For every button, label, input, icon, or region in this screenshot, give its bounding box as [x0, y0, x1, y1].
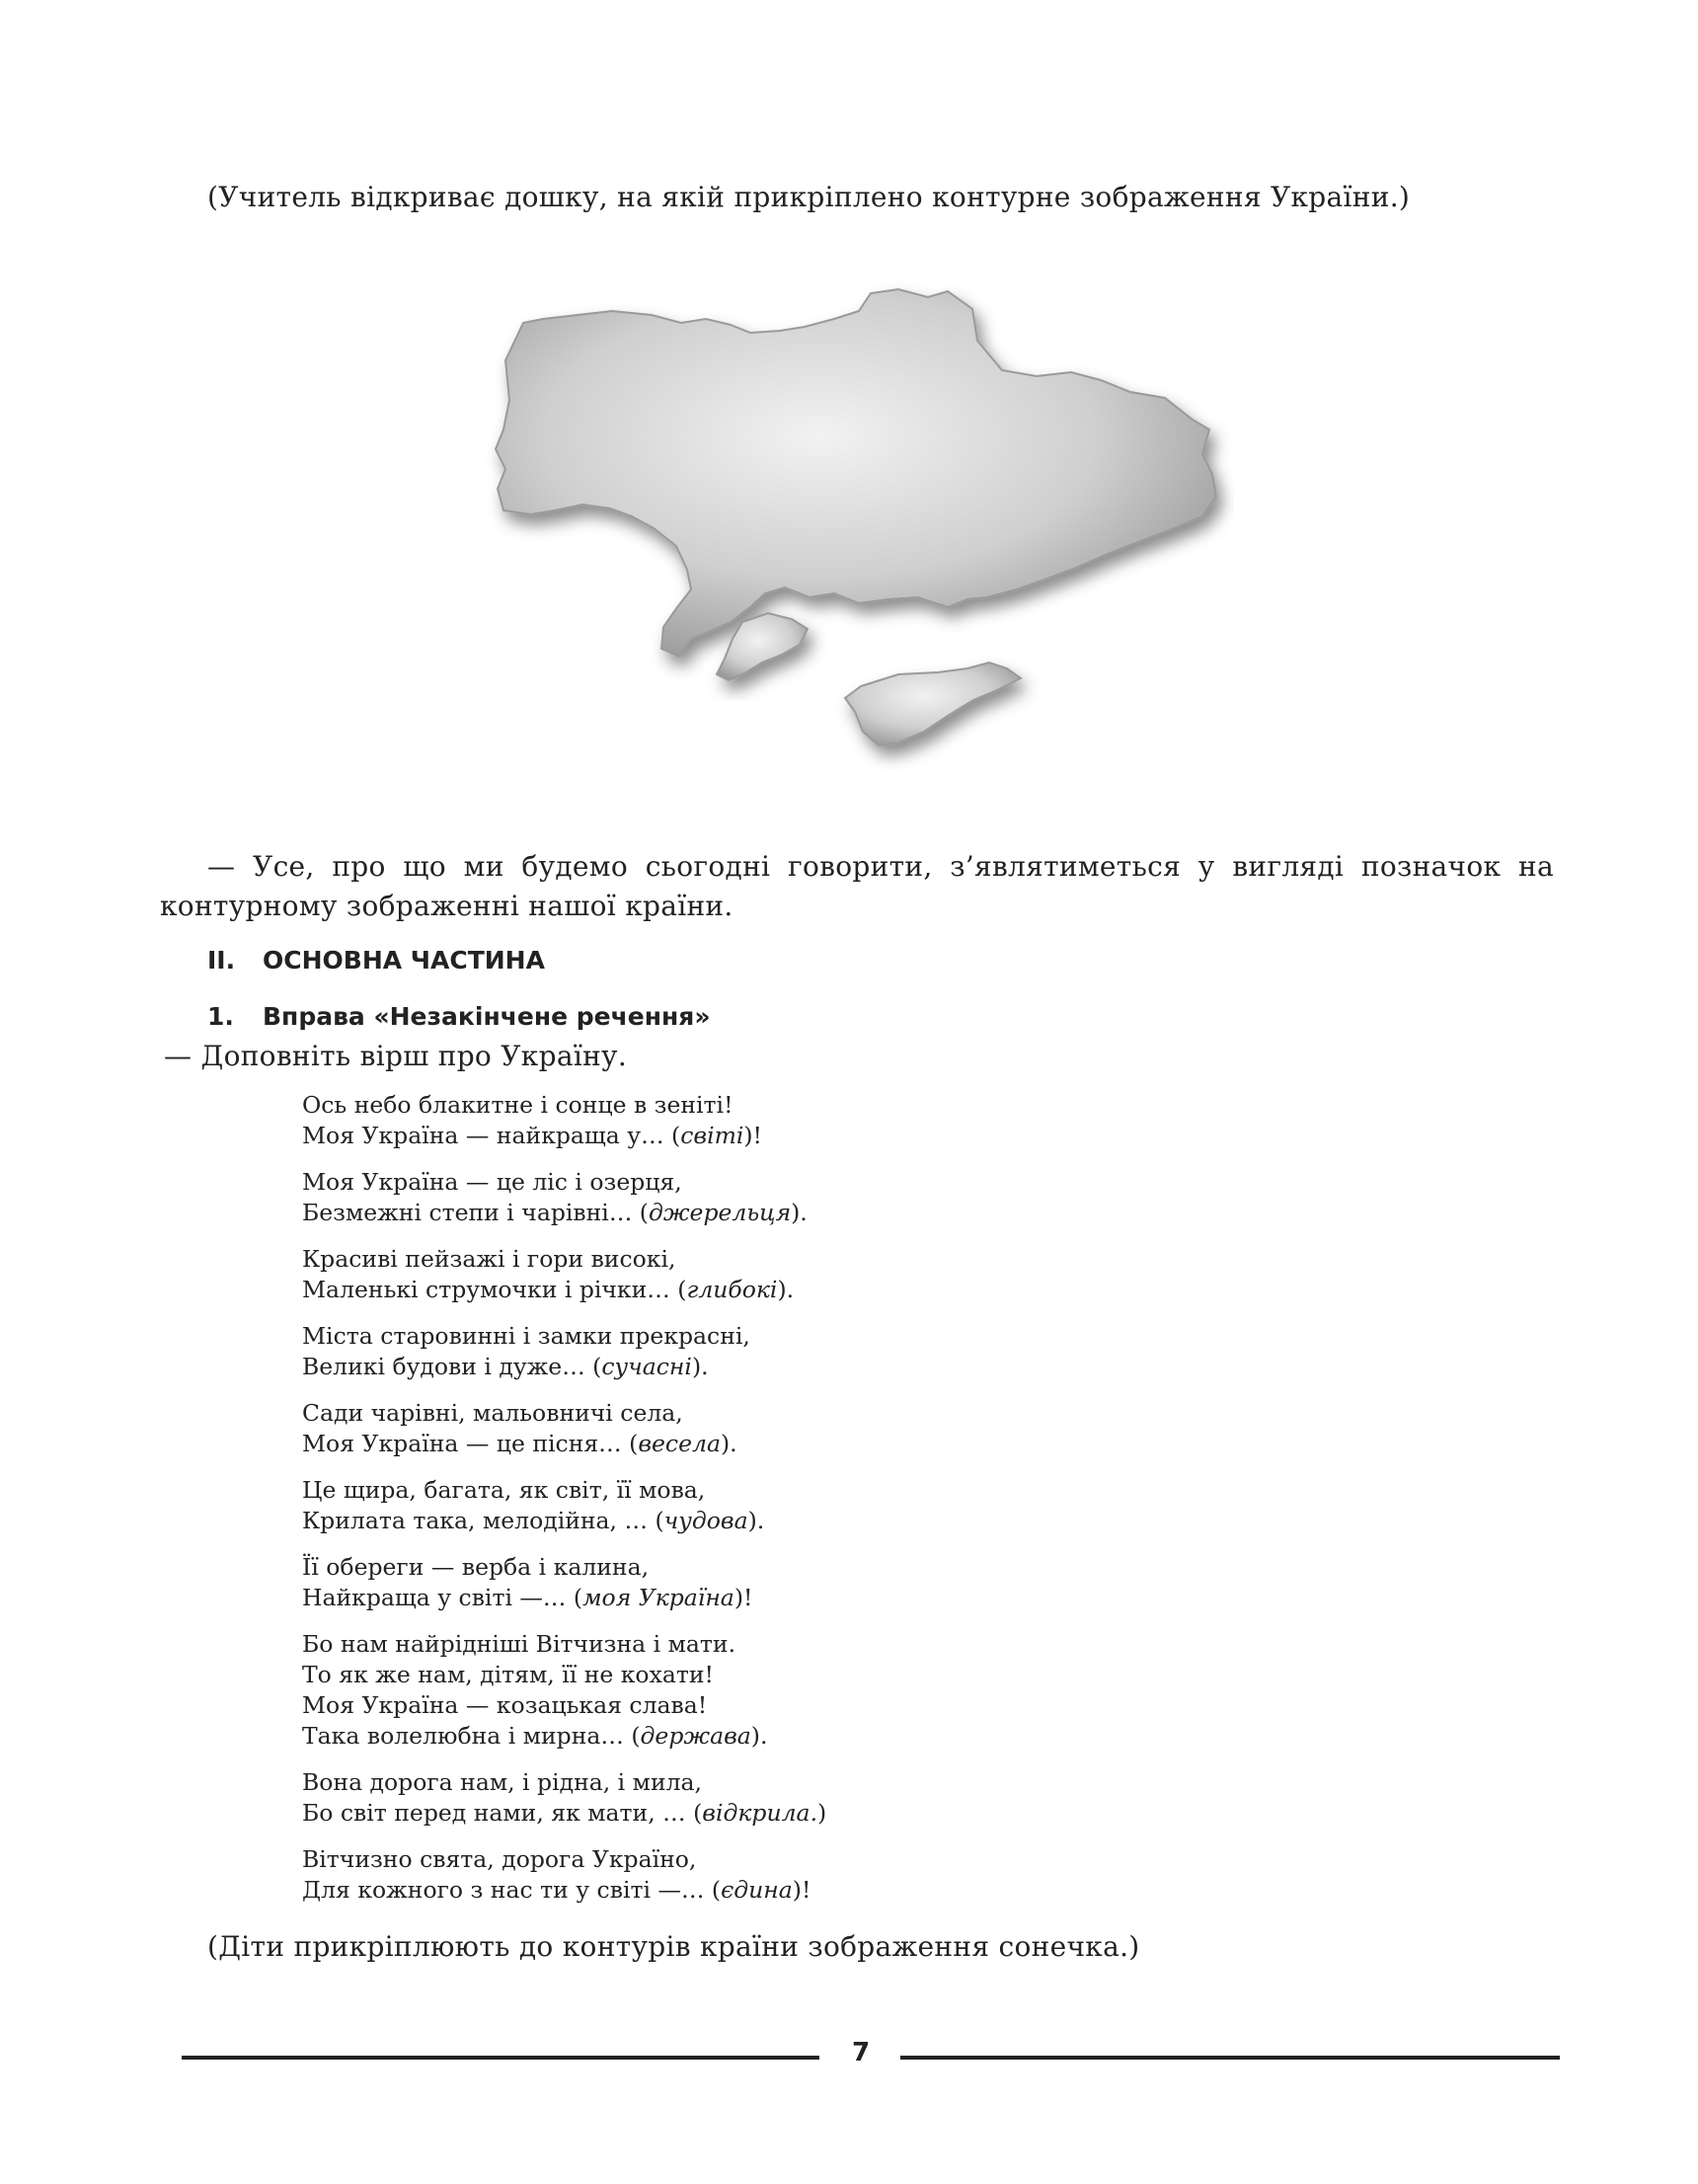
- poem-answer: світі: [680, 1122, 744, 1149]
- poem-answer: глибокі: [686, 1276, 778, 1303]
- poem-line: [302, 1583, 1191, 1613]
- poem-line: [302, 1875, 1191, 1906]
- poem-line-text: ).: [747, 1507, 765, 1534]
- poem-answer: джерельця: [648, 1199, 792, 1226]
- poem-line-text: Моя Україна — найкраща у… (: [302, 1122, 681, 1149]
- poem-line: Моя Україна — козацькая слава!: [302, 1691, 708, 1719]
- poem-line-text: Безмежні степи і чарівні… (: [302, 1199, 649, 1226]
- poem-answer: держава: [640, 1722, 751, 1750]
- poem-line-text: ).: [720, 1430, 737, 1457]
- poem: [302, 1090, 1191, 1921]
- poem-stanza: [302, 1552, 1191, 1613]
- poem-line: [302, 1798, 1191, 1829]
- poem-stanza: [302, 1321, 1191, 1382]
- poem-answer: єдина: [721, 1876, 793, 1904]
- poem-line: [302, 1721, 1191, 1752]
- poem-line: [302, 1198, 1191, 1228]
- poem-line: Моя Україна — це ліс і озерця,: [302, 1168, 682, 1196]
- poem-line-text: )!: [743, 1122, 763, 1149]
- poem-stanza: [302, 1244, 1191, 1305]
- poem-line-text: ).: [777, 1276, 795, 1303]
- exercise-prompt: — Доповніть вірш про Україну.: [164, 1040, 628, 1072]
- poem-line-text: Така волелюбна і мирна… (: [302, 1722, 641, 1750]
- exercise-heading: [207, 999, 711, 1035]
- poem-line-text: Маленькі струмочки і річки… (: [302, 1276, 687, 1303]
- poem-stanza: [302, 1767, 1191, 1829]
- poem-line-text: ).: [750, 1722, 768, 1750]
- poem-line-text: Для кожного з нас ти у світі —… (: [302, 1876, 722, 1904]
- poem-line-text: ): [817, 1799, 827, 1827]
- poem-answer: відкрила.: [702, 1799, 818, 1827]
- poem-line: Ось небо блакитне і сонце в зеніті!: [302, 1091, 733, 1119]
- footer-rule-right: [900, 2056, 1560, 2060]
- ukraine-map-icon: [484, 281, 1234, 795]
- poem-line: Сади чарівні, мальовничі села,: [302, 1399, 683, 1427]
- section-number: II.: [207, 946, 236, 975]
- poem-line: Міста старовинні і замки прекрасні,: [302, 1322, 750, 1350]
- poem-answer: чудова: [663, 1507, 748, 1534]
- poem-line: Красиві пейзажі і гори високі,: [302, 1245, 676, 1273]
- poem-line: [302, 1121, 1191, 1151]
- poem-line-text: Найкраща у світі —… (: [302, 1584, 583, 1611]
- poem-line-text: Бо світ перед нами, як мати, … (: [302, 1799, 703, 1827]
- poem-line: Це щира, багата, як світ, її мова,: [302, 1476, 706, 1504]
- poem-line: То як же нам, дітям, її не кохати!: [302, 1661, 714, 1688]
- exercise-title: Вправа «Незакінчене речення»: [263, 1002, 711, 1031]
- poem-line-text: Крилата така, мелодійна, … (: [302, 1507, 664, 1534]
- poem-stanza: [302, 1167, 1191, 1228]
- exercise-number: 1.: [207, 1002, 234, 1031]
- poem-line-text: Моя Україна — це пісня… (: [302, 1430, 639, 1457]
- poem-line: [302, 1429, 1191, 1459]
- section-title: ОСНОВНА ЧАСТИНА: [263, 946, 545, 975]
- poem-line: Вона дорога нам, і рідна, і мила,: [302, 1768, 703, 1796]
- poem-answer: сучасні: [601, 1353, 692, 1380]
- poem-line-text: )!: [733, 1584, 753, 1611]
- poem-stanza: [302, 1398, 1191, 1459]
- intro-note: (Учитель відкриває дошку, на якій прикріплено контурне зображення України.): [207, 181, 1411, 213]
- poem-answer: моя Україна: [582, 1584, 734, 1611]
- poem-line-text: ).: [691, 1353, 709, 1380]
- poem-line-text: Великі будови і дуже… (: [302, 1353, 602, 1380]
- poem-stanza: [302, 1475, 1191, 1536]
- poem-answer: весела: [638, 1430, 721, 1457]
- body-paragraph: — Усе, про що ми будемо сьогодні говорити, з’являтиметься у вигляді позначок на контурному зображенні нашої країни.: [160, 850, 1554, 922]
- poem-line-text: ).: [791, 1199, 808, 1226]
- page-number: 7: [851, 2038, 871, 2067]
- poem-line-text: )!: [792, 1876, 811, 1904]
- poem-line: Її обереги — верба і калина,: [302, 1553, 650, 1581]
- section-heading: [207, 943, 545, 978]
- poem-line: [302, 1275, 1191, 1305]
- poem-line: Вітчизно свята, дорога Україно,: [302, 1845, 697, 1873]
- closing-note: (Діти прикріплюють до контурів країни зображення сонечка.): [207, 1930, 1140, 1963]
- ukraine-map-image: [484, 281, 1234, 795]
- poem-stanza: [302, 1844, 1191, 1906]
- footer-rule-left: [182, 2056, 819, 2060]
- poem-line: [302, 1506, 1191, 1536]
- poem-stanza: [302, 1090, 1191, 1151]
- poem-line: Бо нам найрідніші Вітчизна і мати.: [302, 1630, 736, 1658]
- poem-line: [302, 1352, 1191, 1382]
- poem-stanza: [302, 1629, 1191, 1752]
